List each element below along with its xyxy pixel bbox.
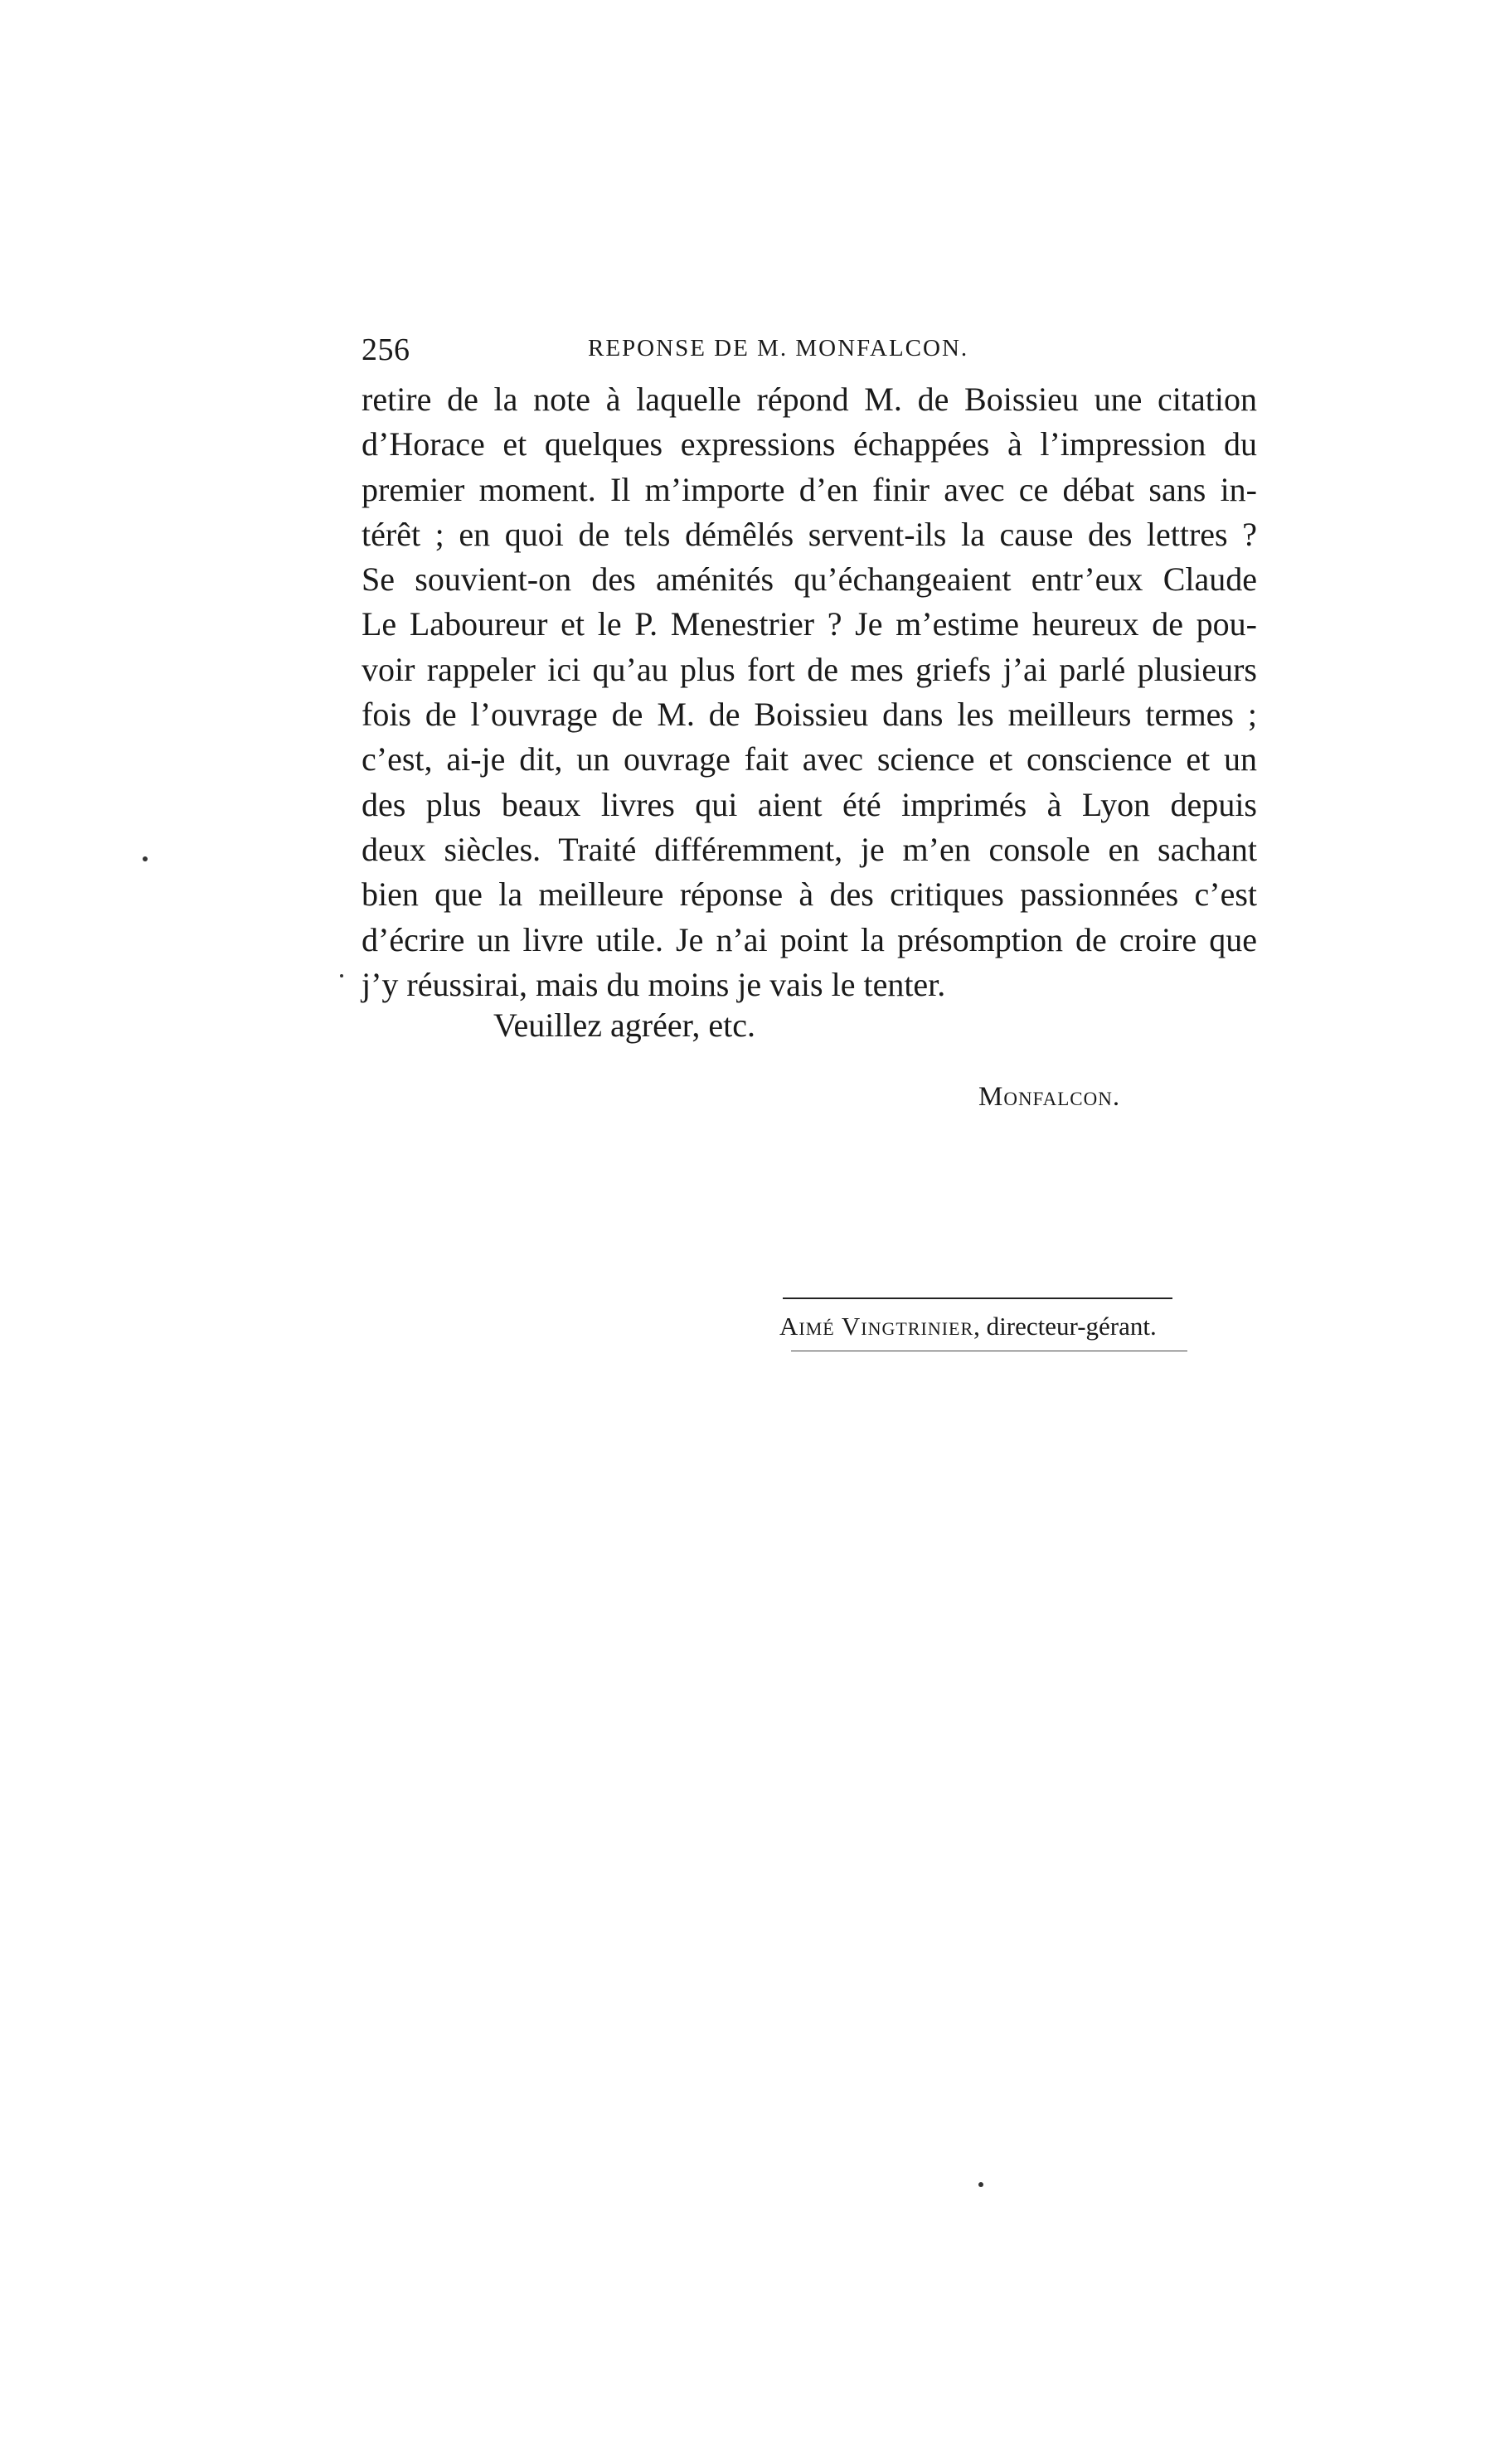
text-line: Le Laboureur et le P. Menestrier ? Je m’estime heureux de pou-	[362, 605, 1257, 643]
signature: Monfalcon.	[978, 1082, 1121, 1112]
running-head	[362, 332, 1257, 373]
text-line: fois de l’ouvrage de M. de Boissieu dans les meilleurs termes ;	[362, 696, 1257, 734]
text-line: deux siècles. Traité différemment, je m’en console en sachant	[362, 830, 1257, 868]
text-line: c’est, ai-je dit, un ouvrage fait avec science et conscience et un	[362, 740, 1257, 778]
print-speck	[340, 974, 343, 977]
text-line: voir rappeler ici qu’au plus fort de mes griefs j’ai parlé plusieurs	[362, 650, 1257, 688]
text-line: retire de la note à laquelle répond M. de Boissieu une citation	[362, 381, 1257, 418]
imprint-line	[779, 1299, 1227, 1351]
letter-body	[362, 377, 1257, 1007]
text-line: bien que la meilleure réponse à des critiques passionnées c’est	[362, 875, 1257, 914]
text-line: Se souvient-on des aménités qu’échangeaient entr’eux Claude	[362, 560, 1257, 599]
page-number: 256	[362, 332, 410, 367]
text-line: des plus beaux livres qui aient été imprimés à Lyon depuis	[362, 785, 1257, 823]
running-title: REPONSE DE M. MONFALCON.	[588, 335, 969, 361]
print-speck	[143, 856, 148, 861]
imprint-name: Aimé Vingtrinier	[779, 1312, 974, 1341]
text-line-last: j’y réussirai, mais du moins je vais le tenter.	[362, 965, 946, 1003]
imprint-role: , directeur-gérant.	[973, 1312, 1157, 1341]
imprint-block	[779, 1297, 1227, 1351]
text-line: térêt ; en quoi de tels démêlés servent-ils la cause des lettres ?	[362, 515, 1257, 553]
print-speck	[978, 2182, 983, 2187]
closing-formula: Veuillez agréer, etc.	[493, 1006, 755, 1044]
text-line: d’Horace et quelques expressions échappées à l’impression du	[362, 425, 1257, 463]
text-line: premier moment. Il m’importe d’en finir avec ce débat sans in-	[362, 470, 1257, 508]
text-line: d’écrire un livre utile. Je n’ai point la présomption de croire que	[362, 920, 1257, 958]
